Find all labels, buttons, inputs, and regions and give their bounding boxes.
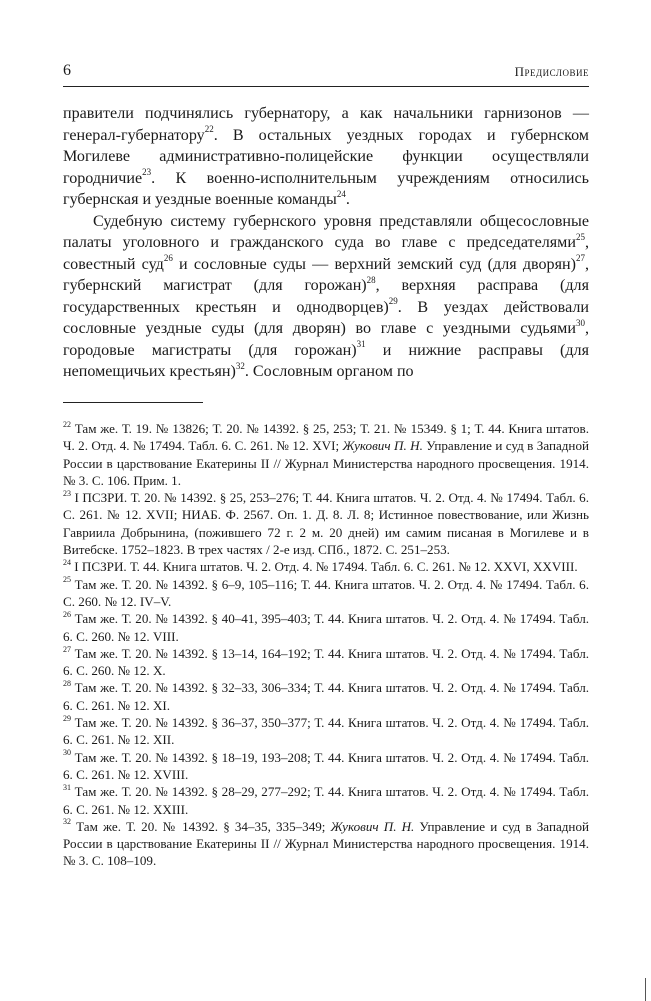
footnote-ref: 24: [336, 188, 346, 199]
footnote-24: $^{24}$ I ПСЗРИ. Т. 44. Книга штатов. Ч. 2. Отд. 4. № 17494. Табл. 6. С. 261. № 12. XXVI, XXVIII.: [63, 558, 578, 575]
footnote-ref: 27: [575, 253, 585, 264]
footnote-30: $^{30}$ Там же. Т. 20. № 14392. § 18–19, 193–208; Т. 44. Книга штатов. Ч. 2. Отд. 4. № 17494. Табл. 6. С. 261. № 12. XVIII.: [63, 748, 589, 782]
footnote-25: $^{25}$ Там же. Т. 20. № 14392. § 6–9, 105–116; Т. 44. Книга штатов. Ч. 2. Отд. 4. № 17494. Табл. 6. С. 260. № 12. IV–V.: [63, 575, 589, 609]
footnote-ref: 22: [204, 124, 214, 135]
footnotes: [63, 420, 589, 870]
main-text: [63, 103, 589, 383]
footnote-28: $^{28}$ Там же. Т. 20. № 14392. § 32–33, 306–334; Т. 44. Книга штатов. Ч. 2. Отд. 4. № 17494. Табл. 6. С. 261. № 12. XI.: [63, 679, 589, 713]
page-number: 6: [63, 62, 71, 79]
footnote-ref: 23: [142, 167, 152, 178]
footnote-ref: 31: [356, 339, 366, 350]
footnote-ref: 32: [235, 360, 245, 371]
header-rule: [63, 86, 589, 87]
footnote-ref: 25: [575, 231, 585, 242]
footnote-ref: 26: [163, 253, 173, 264]
footnote-29: $^{29}$ Там же. Т. 20. № 14392. § 36–37, 350–377; Т. 44. Книга штатов. Ч. 2. Отд. 4. № 17494. Табл. 6. С. 261. № 12. XII.: [63, 713, 589, 748]
footnote-22: $^{22}$ Там же. Т. 19. № 13826; Т. 20. № 14392. § 25, 253; Т. 21. № 15349. § 1; Т. 44. Книга штатов. Ч. 2. Отд. 4. № 17494. Табл. 6. С. 261. № 12. XVI; Жукович П. Н. Управление и суд в Западной России в царствование Екатерины II // Журнал Министерства народного просвещения. 1914. № 3. С. 106. Прим. 1.: [63, 419, 589, 488]
footnote-32: $^{32}$ Там же. Т. 20. № 14392. § 34–35, 335–349; Жукович П. Н. Управление и суд в Западной России в царствование Екатерины II // Журнал Министерства народного просвещения. 1914. № 3. С. 108–109.: [63, 817, 589, 869]
footnote-23: $^{23}$ I ПСЗРИ. Т. 20. № 14392. § 25, 253–276; Т. 44. Книга штатов. Ч. 2. Отд. 4. № 17494. Табл. 6. С. 261. № 12. XVII; НИАБ. Ф. 2567. Оп. 1. Д. 8. Л. 8; Истинное повествование, или Жизнь Гавриила Добрынина, (пожившего 72 г. 2 м. 20 дней) им самим писаная в Могилеве и в Витебске. 1752–1823. В трех частях / 2-е изд. СПб., 1872. С. 251–253.: [63, 488, 589, 558]
footnote-separator: [63, 402, 203, 403]
footnote-27: $^{27}$ Там же. Т. 20. № 14392. § 13–14, 164–192; Т. 44. Книга штатов. Ч. 2. Отд. 4. № 17494. Табл. 6. С. 260. № 12. X.: [63, 644, 589, 679]
footnote-31: $^{31}$ Там же. Т. 20. № 14392. § 28–29, 277–292; Т. 44. Книга штатов. Ч. 2. Отд. 4. № 17494. Табл. 6. С. 261. № 12. XXIII.: [63, 782, 589, 817]
running-title: Предисловие: [514, 64, 589, 79]
paragraph-2: Судебную систему губернского уровня представляли общесословные палаты уголовного и гражданского суда во главе с председателями$^{25}$, совестный суд$^{26}$ и сословные суды — верхний земский суд (для дворян)$^{27}$, губернский магистрат (для горожан)$^{28}$, верхняя расправа (для государственных крестьян и однодворцев)$^{29}$. В уездах действовали сословные уездные суды (для дворян) во главе с уездными судьями$^{30}$, городовые магистраты (для горожан)$^{31}$ и нижние расправы (для непомещичьих крестьян)$^{32}$. Сословным органом по: [63, 212, 589, 380]
page-edge-mark: [645, 978, 646, 1001]
footnote-ref: 30: [575, 317, 585, 328]
page-header: [63, 62, 589, 84]
paragraph-1: правители подчинялись губернатору, а как начальники гарнизонов — генерал-губернатору$^{22}$. В остальных уездных городах и губернском Могилеве административно-полицейские функции осуществляли городничие$^{23}$. К военно-исполнительным учреждениям относились губернская и уездные военные команды$^{24}$.: [63, 105, 589, 208]
footnote-ref: 29: [388, 296, 398, 307]
footnote-ref: 28: [366, 274, 376, 285]
footnote-26: $^{26}$ Там же. Т. 20. № 14392. § 40–41, 395–403; Т. 44. Книга штатов. Ч. 2. Отд. 4. № 17494. Табл. 6. С. 260. № 12. VIII.: [63, 609, 589, 644]
